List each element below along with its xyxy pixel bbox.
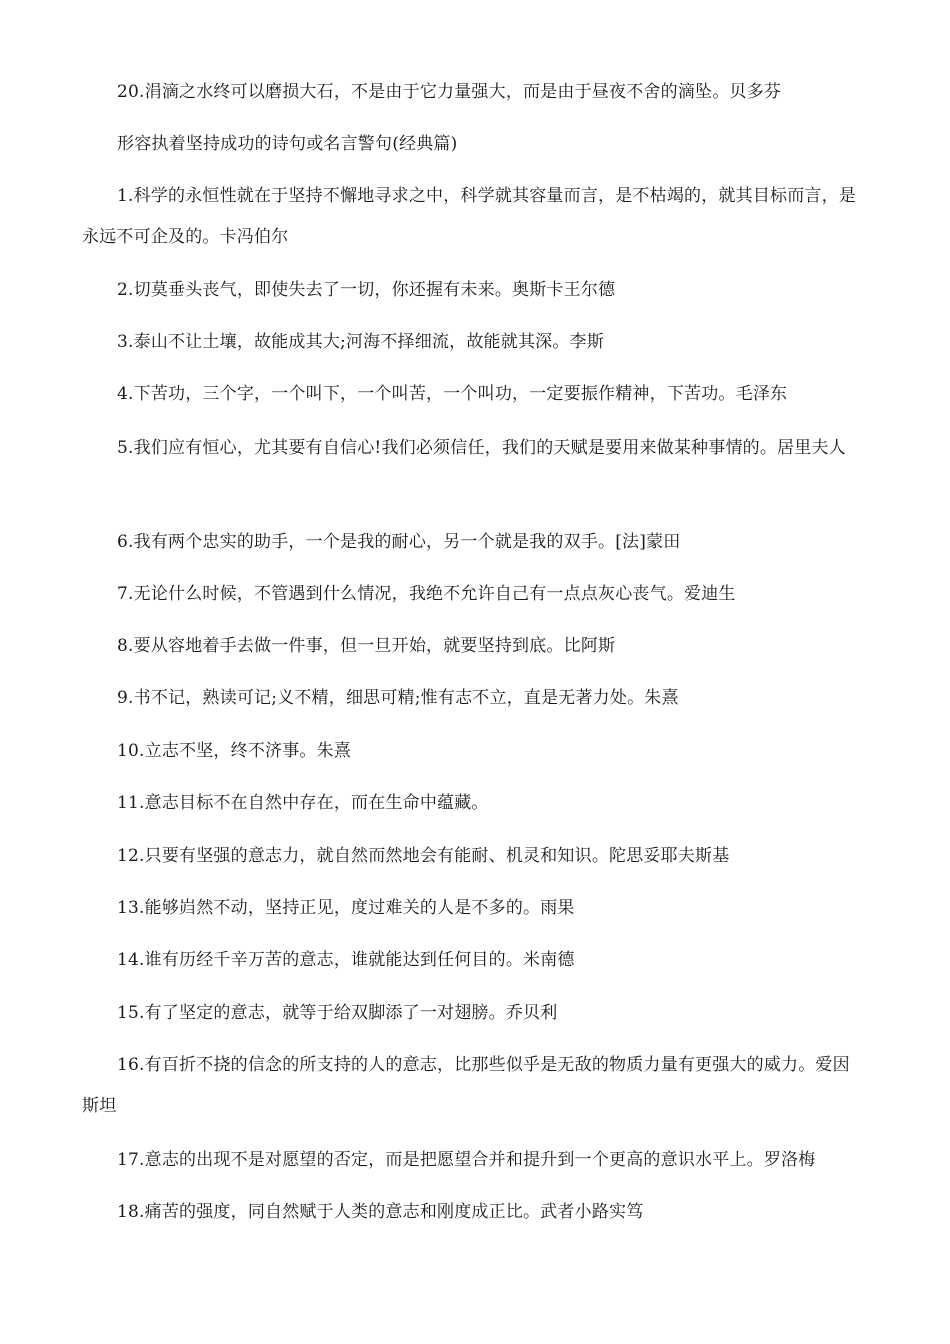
quote-paragraph-3: 3.泰山不让土壤，故能成其大;河海不择细流，故能就其深。李斯 [117, 332, 604, 352]
quote-paragraph-9: 9.书不记，熟读可记;义不精，细思可精;惟有志不立，直是无著力处。朱熹 [117, 688, 679, 708]
section-heading: 形容执着坚持成功的诗句或名言警句(经典篇) [117, 134, 458, 154]
quote-paragraph-1: 1.科学的永恒性就在于坚持不懈地寻求之中，科学就其容量而言，是不枯竭的，就其目标而言，是永远不可企及的。卡冯伯尔 [82, 186, 857, 247]
quote-paragraph-18: 18.痛苦的强度，同自然赋于人类的意志和刚度成正比。武者小路实笃 [117, 1202, 644, 1222]
quote-paragraph-5: 5.我们应有恒心，尤其要有自信心!我们必须信任，我们的天赋是要用来做某种事情的。居里夫人 [117, 438, 846, 458]
quote-paragraph-15: 15.有了坚定的意志，就等于给双脚添了一对翅膀。乔贝利 [117, 1003, 558, 1023]
quote-paragraph-13: 13.能够岿然不动，坚持正见，度过难关的人是不多的。雨果 [117, 898, 575, 918]
quote-paragraph-11: 11.意志目标不在自然中存在，而在生命中蕴藏。 [117, 793, 489, 813]
quote-paragraph-20: 20.涓滴之水终可以磨损大石，不是由于它力量强大，而是由于昼夜不舍的滴坠。贝多芬 [117, 82, 782, 102]
quote-paragraph-8: 8.要从容地着手去做一件事，但一旦开始，就要坚持到底。比阿斯 [117, 636, 616, 656]
quote-paragraph-12: 12.只要有坚强的意志力，就自然而然地会有能耐、机灵和知识。陀思妥耶夫斯基 [117, 846, 730, 866]
quote-paragraph-4: 4.下苦功，三个字，一个叫下，一个叫苦，一个叫功，一定要振作精神，下苦功。毛泽东 [117, 384, 788, 404]
quote-paragraph-14: 14.谁有历经千辛万苦的意志，谁就能达到任何目的。米南德 [117, 950, 575, 970]
quote-paragraph-16: 16.有百折不挠的信念的所支持的人的意志，比那些似乎是无敌的物质力量有更强大的威力。爱因斯坦 [82, 1055, 850, 1116]
quote-paragraph-7: 7.无论什么时候，不管遇到什么情况，我绝不允许自己有一点点灰心丧气。爱迪生 [117, 584, 736, 604]
quote-paragraph-10: 10.立志不坚，终不济事。朱熹 [117, 741, 352, 761]
quote-paragraph-6: 6.我有两个忠实的助手，一个是我的耐心，另一个就是我的双手。[法]蒙田 [117, 532, 681, 552]
quote-paragraph-17: 17.意志的出现不是对愿望的否定，而是把愿望合并和提升到一个更高的意识水平上。罗洛梅 [117, 1150, 816, 1170]
quote-paragraph-2: 2.切莫垂头丧气，即使失去了一切，你还握有未来。奥斯卡王尔德 [117, 280, 616, 300]
